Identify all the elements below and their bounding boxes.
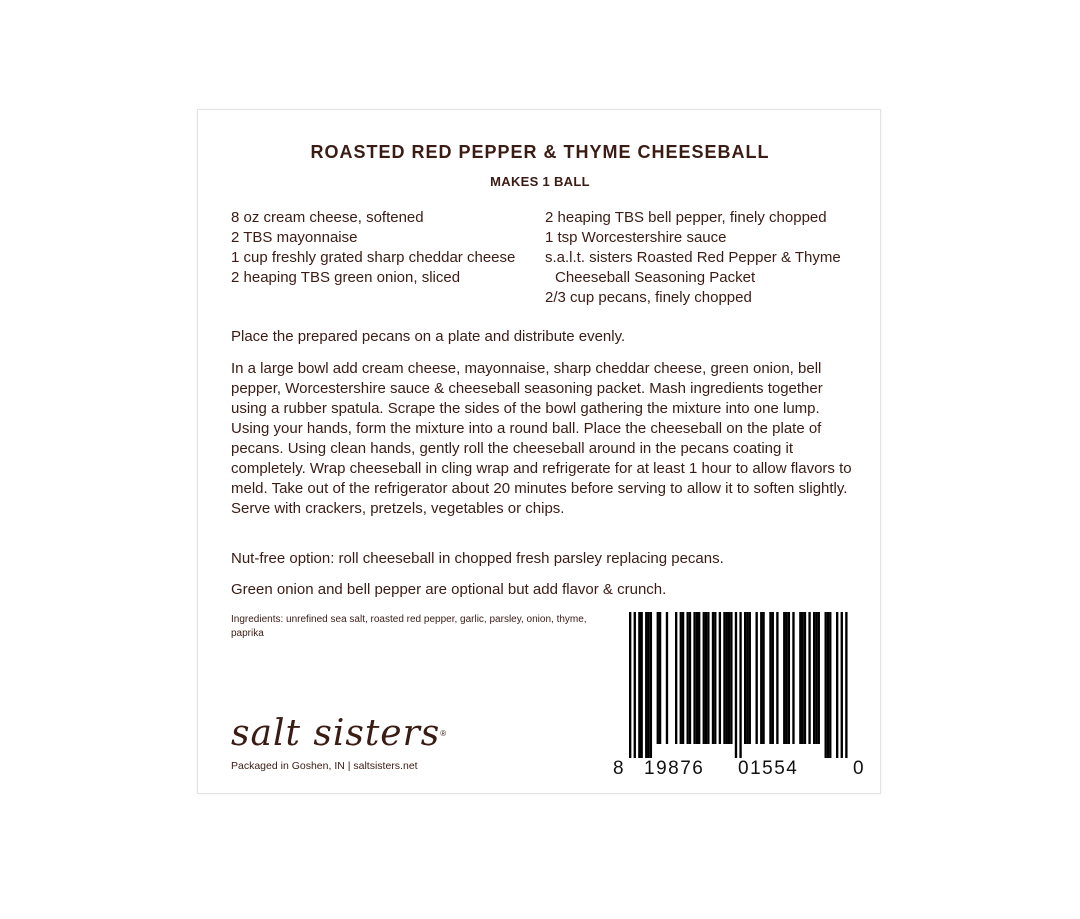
barcode-bar xyxy=(783,612,785,744)
ingredient-item: 2 TBS mayonnaise xyxy=(231,229,358,246)
barcode-bar xyxy=(792,612,794,744)
barcode-bar xyxy=(650,612,652,758)
optional-note: Green onion and bell pepper are optional but add flavor & crunch. xyxy=(231,581,667,598)
barcode-bar xyxy=(689,612,691,744)
barcode-bar xyxy=(829,612,831,758)
brand-logo-text: salt sisters xyxy=(231,713,441,754)
barcode-bar xyxy=(827,612,829,758)
ingredients-left-column xyxy=(231,208,521,288)
barcode-bar xyxy=(638,612,640,758)
barcode-bar xyxy=(719,612,721,744)
barcode-bar xyxy=(845,612,847,758)
barcode-bar xyxy=(762,612,764,744)
barcode-bars xyxy=(611,612,867,758)
recipe-card xyxy=(197,109,881,794)
barcode-bar xyxy=(728,612,730,744)
ingredient-item: 2/3 cup pecans, finely chopped xyxy=(545,289,752,306)
barcode-bar xyxy=(726,612,728,744)
packaged-info: Packaged in Goshen, IN | saltsisters.net xyxy=(231,760,418,772)
ingredient-item: 2 heaping TBS bell pepper, finely chopped xyxy=(545,209,827,226)
barcode-bar xyxy=(776,612,778,744)
barcode-bar xyxy=(825,612,827,758)
instruction-step-2: In a large bowl add cream cheese, mayonnaise, sharp cheddar cheese, green onion, bell pepper, Worcestershire sauce & cheeseball seasoning packet. Mash ingredients together using a rubber spatula. Scrape the sides of the bowl gathering the mixture into one lump. Using your hands, form the mixture into a round ball. Place the cheeseball on the plate of pecans. Using clean hands, gently roll the cheeseball around in the pecans coating it completely. Wrap cheeseball in cling wrap and refrigerate for at least 1 hour to allow flavors to meld. Take out of the refrigerator about 20 minutes before serving to allow it to soften slightly. Serve with crackers, pretzels, vegetables or chips. xyxy=(231,360,852,517)
ingredients-right-column xyxy=(545,208,865,308)
ingredient-item: 2 heaping TBS green onion, sliced xyxy=(231,269,461,286)
barcode-bar xyxy=(707,612,709,744)
barcode-bar xyxy=(799,612,801,744)
barcode-bar xyxy=(659,612,661,744)
barcode-bar xyxy=(693,612,695,744)
barcode-bar xyxy=(647,612,649,758)
barcode-bar xyxy=(629,612,631,758)
barcode-bar xyxy=(680,612,682,744)
instruction-step-1: Place the prepared pecans on a plate and distribute evenly. xyxy=(231,328,626,345)
barcode-bar xyxy=(836,612,838,758)
barcode-digit-last: 0 xyxy=(853,758,864,779)
barcode-bar xyxy=(735,612,737,758)
barcode-bar xyxy=(723,612,725,744)
barcode-bar xyxy=(687,612,689,744)
barcode-bar xyxy=(739,612,741,758)
barcode-bar xyxy=(813,612,815,744)
barcode-bar xyxy=(682,612,684,744)
barcode-bar xyxy=(785,612,787,744)
recipe-yield: MAKES 1 BALL xyxy=(490,174,590,189)
barcode-bar xyxy=(645,612,647,758)
ingredient-item: 1 tsp Worcestershire sauce xyxy=(545,229,727,246)
barcode-bar xyxy=(712,612,714,744)
ingredient-item: s.a.l.t. sisters Roasted Red Pepper & Thyme Cheeseball Seasoning Packet xyxy=(545,249,841,286)
barcode-bar xyxy=(756,612,758,744)
ingredient-item: 8 oz cream cheese, softened xyxy=(231,209,424,226)
barcode-bar xyxy=(714,612,716,744)
barcode-digits-right: 01554 xyxy=(738,758,799,779)
barcode-bar xyxy=(698,612,700,744)
registered-mark: ® xyxy=(440,729,448,738)
barcode-bar xyxy=(705,612,707,744)
barcode-bar xyxy=(769,612,771,744)
barcode-bar xyxy=(641,612,643,758)
barcode-digit-first: 8 xyxy=(613,758,624,779)
barcode-bar xyxy=(657,612,659,744)
barcode-bar xyxy=(818,612,820,744)
barcode-bar xyxy=(808,612,810,744)
recipe-title: ROASTED RED PEPPER & THYME CHEESEBALL xyxy=(310,142,770,162)
barcode-digits xyxy=(611,758,867,782)
barcode-bar xyxy=(749,612,751,744)
barcode-bar xyxy=(703,612,705,744)
barcode-bar xyxy=(746,612,748,744)
barcode-bar xyxy=(730,612,732,744)
barcode-bar xyxy=(744,612,746,744)
barcode-bar xyxy=(666,612,668,744)
barcode-bar xyxy=(696,612,698,744)
barcode-bar xyxy=(788,612,790,744)
ingredient-item: 1 cup freshly grated sharp cheddar cheese xyxy=(231,249,516,266)
barcode-bar xyxy=(760,612,762,744)
barcode xyxy=(611,612,867,784)
barcode-bar xyxy=(815,612,817,744)
ingredients-list: Ingredients: unrefined sea salt, roasted red pepper, garlic, parsley, onion, thyme, paprika xyxy=(231,614,587,639)
barcode-digits-left: 19876 xyxy=(644,758,705,779)
barcode-bar xyxy=(675,612,677,744)
nut-free-option: Nut-free option: roll cheeseball in chopped fresh parsley replacing pecans. xyxy=(231,550,724,567)
barcode-bar xyxy=(802,612,804,744)
barcode-bar xyxy=(634,612,636,758)
barcode-bar xyxy=(804,612,806,744)
barcode-bar xyxy=(772,612,774,744)
brand-logo xyxy=(231,714,447,754)
barcode-bar xyxy=(841,612,843,758)
